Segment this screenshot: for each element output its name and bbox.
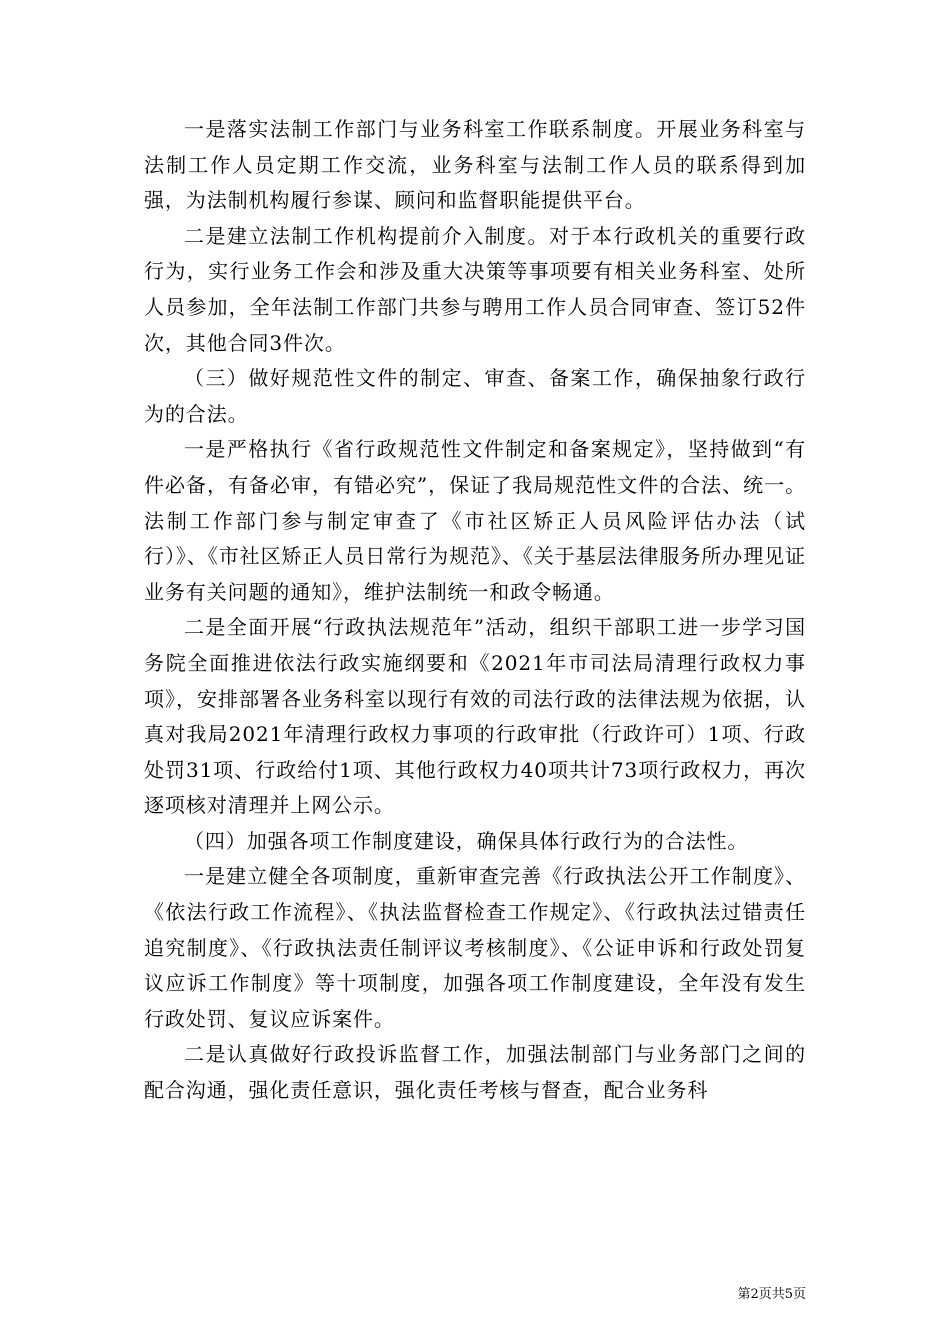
page-number: 第2页共5页 [737,1287,806,1302]
section-heading-4: （四）加强各项工作制度建设，确保具体行政行为的合法性。 [184,828,749,853]
document-body [144,112,806,1109]
paragraph-5: 二是全面开展“行政执法规范年”活动，组织干部职工进一步学习国务院全面推进依法行政实施纲要和《2021年市司法局清理行政权力事项》，安排部署各业务科室以现行有效的司法行政的法律法规为依据，认真对我局2021年清理行政权力事项的行政审批（行政许可）1项、行政处罚31项、行政给付1项、其他行政权力40项共计73项行政权力，再次逐项核对清理并上网公示。 [144,615,806,818]
paragraph-1: 一是落实法制工作部门与业务科室工作联系制度。开展业务科室与法制工作人员定期工作交流，业务科室与法制工作人员的联系得到加强，为法制机构履行参谋、顾问和监督职能提供平台。 [144,117,806,213]
paragraph-2: 二是建立法制工作机构提前介入制度。对于本行政机关的重要行政行为，实行业务工作会和涉及重大决策等事项要有相关业务科室、处所人员参加，全年法制工作部门共参与聘用工作人员合同审查、签订52件次，其他合同3件次。 [144,223,806,355]
section-heading-3: （三）做好规范性文件的制定、审查、备案工作，确保抽象行政行为的合法。 [144,366,806,426]
paragraph-4: 一是严格执行《省行政规范性文件制定和备案规定》，坚持做到“有件必备，有备必审，有错必究”，保证了我局规范性文件的合法、统一。法制工作部门参与制定审查了《市社区矫正人员风险评估办法（试行）》、《市社区矫正人员日常行为规范》、《关于基层法律服务所办理见证业务有关问题的通知》，维护法制统一和政令畅通。 [144,437,806,604]
paragraph-7: 一是建立健全各项制度，重新审查完善《行政执法公开工作制度》、《依法行政工作流程》、《执法监督检查工作规定》、《行政执法过错责任追究制度》、《行政执法责任制评议考核制度》、《公证申诉和行政处罚复议应诉工作制度》等十项制度，加强各项工作制度建设，全年没有发生行政处罚、复议应诉案件。 [144,864,806,1031]
paragraph-8: 二是认真做好行政投诉监督工作，加强法制部门与业务部门之间的配合沟通，强化责任意识，强化责任考核与督查，配合业务科 [144,1042,806,1103]
